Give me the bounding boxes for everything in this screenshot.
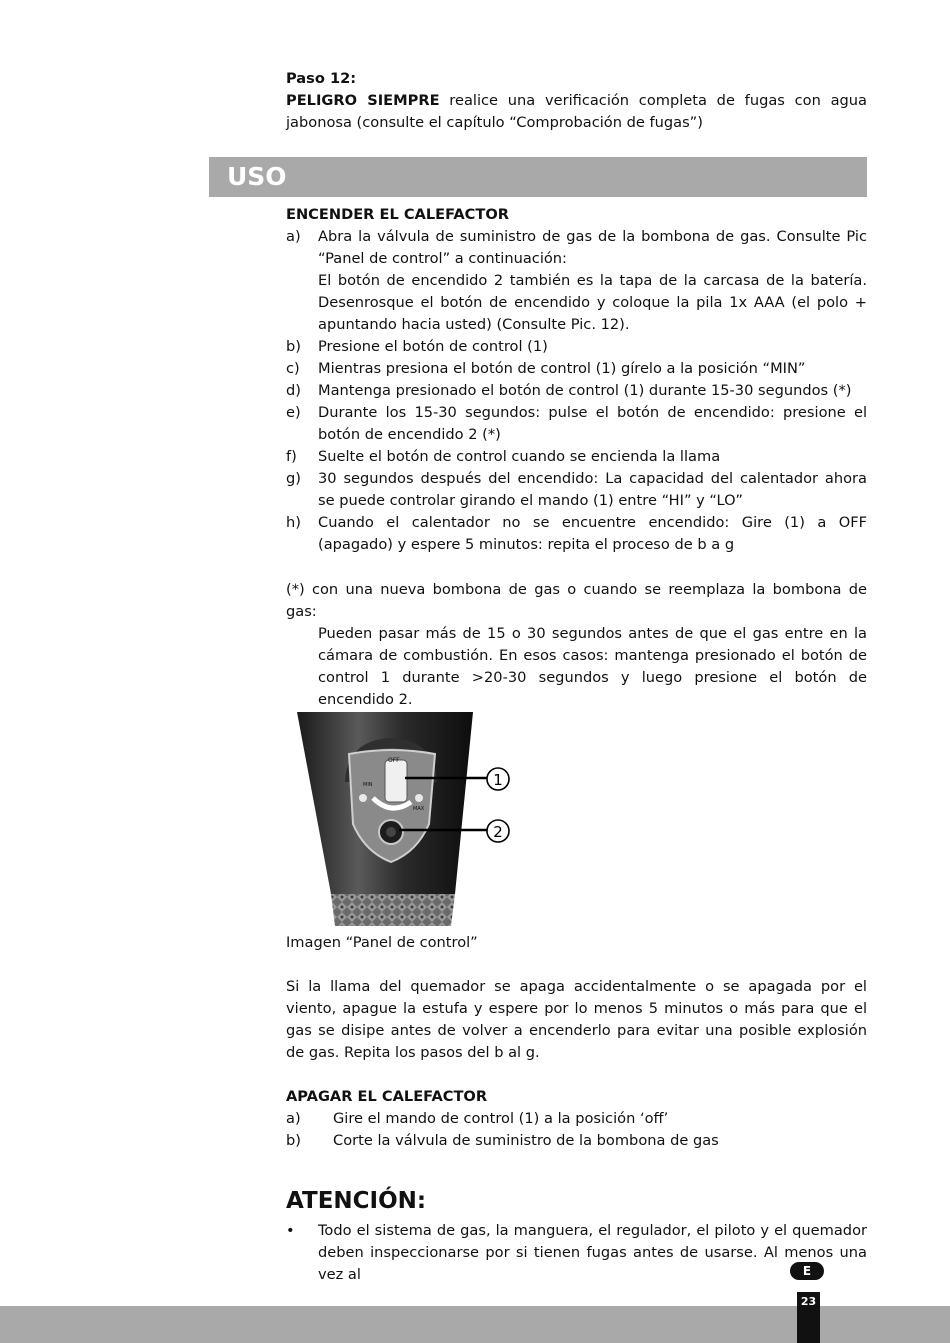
list-item — [286, 468, 867, 512]
warning-bold: PELIGRO SIEMPRE — [286, 92, 440, 109]
bullet-text: Todo el sistema de gas, la manguera, el regulador, el piloto y el quemador deben inspeccionarse por si tienen fugas antes de usarse. Al menos una vez al — [318, 1222, 867, 1283]
item-label: a) — [286, 228, 301, 245]
knob-off-label: OFF — [388, 757, 400, 764]
apagar-heading: APAGAR EL CALEFACTOR — [286, 1088, 488, 1105]
list-item — [286, 446, 867, 468]
item-label: d) — [286, 382, 301, 399]
mesh-sleeve — [331, 894, 455, 926]
item-text: Mantenga presionado el botón de control (1) durante 15-30 segundos (*) — [318, 382, 852, 399]
item-text: 30 segundos después del encendido: La capacidad del calentador ahora se puede controlar girando el mando (1) entre “HI” y “LO” — [318, 470, 867, 509]
control-panel-image — [287, 712, 519, 926]
control-panel-illustration — [287, 712, 519, 926]
section-title-band: USO — [209, 157, 867, 197]
note-body: Pueden pasar más de 15 o 30 segundos antes de que el gas entre en la cámara de combustión. En esos casos: mantenga presionado el botón de control 1 durante >20-30 segundos y luego presione el botón de encendido 2. — [318, 625, 867, 708]
language-badge: E — [790, 1262, 824, 1280]
list-item — [286, 358, 867, 380]
item-text: Cuando el calentador no se encuentre encendido: Gire (1) a OFF (apagado) y espere 5 minutos: repita el proceso de b a g — [318, 514, 867, 553]
warning-text: realice una verificación completa de fugas con agua jabonosa (consulte el capítulo “Comprobación de fugas”) — [286, 92, 867, 131]
list-item — [286, 402, 867, 446]
item-text: Presione el botón de control (1) — [318, 338, 548, 355]
list-item — [286, 1108, 867, 1130]
item-text: Abra la válvula de suministro de gas de la bombona de gas. Consulte Pic “Panel de control” a continuación: — [318, 228, 867, 267]
item-text: Mientras presiona el botón de control (1) gírelo a la posición “MIN” — [318, 360, 806, 377]
item-label: b) — [286, 1132, 301, 1149]
bullet-item — [286, 1220, 867, 1286]
item-text: Gire el mando de control (1) a la posición ‘off’ — [333, 1110, 669, 1127]
list-item — [286, 336, 867, 358]
atencion-section — [286, 1220, 867, 1286]
item-text: Suelte el botón de control cuando se encienda la llama — [318, 448, 721, 465]
control-knob — [385, 760, 407, 802]
item-label: f) — [286, 448, 297, 465]
figure-caption: Imagen “Panel de control” — [286, 934, 478, 951]
item-label: h) — [286, 514, 301, 531]
item-text: Durante los 15-30 segundos: pulse el botón de encendido: presione el botón de encendido 2 (*) — [318, 404, 867, 443]
encender-section — [286, 204, 867, 556]
step-12-block — [286, 68, 867, 134]
callout-number-1: 1 — [493, 771, 503, 789]
atencion-title: ATENCIÓN: — [286, 1188, 427, 1214]
gas-note — [286, 579, 867, 733]
encender-heading: ENCENDER EL CALEFACTOR — [286, 206, 509, 223]
apagar-section — [286, 1086, 867, 1152]
item-label: b) — [286, 338, 301, 355]
list-item — [286, 380, 867, 402]
page-number: 23 — [797, 1292, 820, 1343]
step-title: Paso 12: — [286, 70, 357, 87]
list-item — [286, 1130, 867, 1152]
knob-max-label: MAX — [413, 806, 425, 812]
item-label: e) — [286, 404, 301, 421]
list-item — [286, 512, 867, 556]
list-item — [286, 226, 867, 336]
item-text: Corte la válvula de suministro de la bombona de gas — [333, 1132, 719, 1149]
item-label: a) — [286, 1110, 301, 1127]
note-first-line: (*) con una nueva bombona de gas o cuando se reemplaza la bombona de gas: — [286, 581, 867, 620]
item-label: c) — [286, 360, 300, 377]
step-warning — [286, 90, 867, 134]
flame-paragraph: Si la llama del quemador se apaga accidentalmente o se apagada por el viento, apague la estufa y espere por lo menos 5 minutos o más para que el gas se disipe antes de volver a encenderlo para evitar una posible explosión de gas. Repita los pasos del b al g. — [286, 978, 867, 1061]
item-label: g) — [286, 470, 301, 487]
bullet-mark: • — [286, 1222, 295, 1239]
callout-number-2: 2 — [493, 823, 503, 841]
item-extra: El botón de encendido 2 también es la tapa de la carcasa de la batería. Desenrosque el botón de encendido y coloque la pila 1x AAA (el polo + apuntando hacia usted) (Consulte Pic. 12). — [318, 272, 867, 333]
knob-min-label: MIN — [363, 782, 373, 788]
